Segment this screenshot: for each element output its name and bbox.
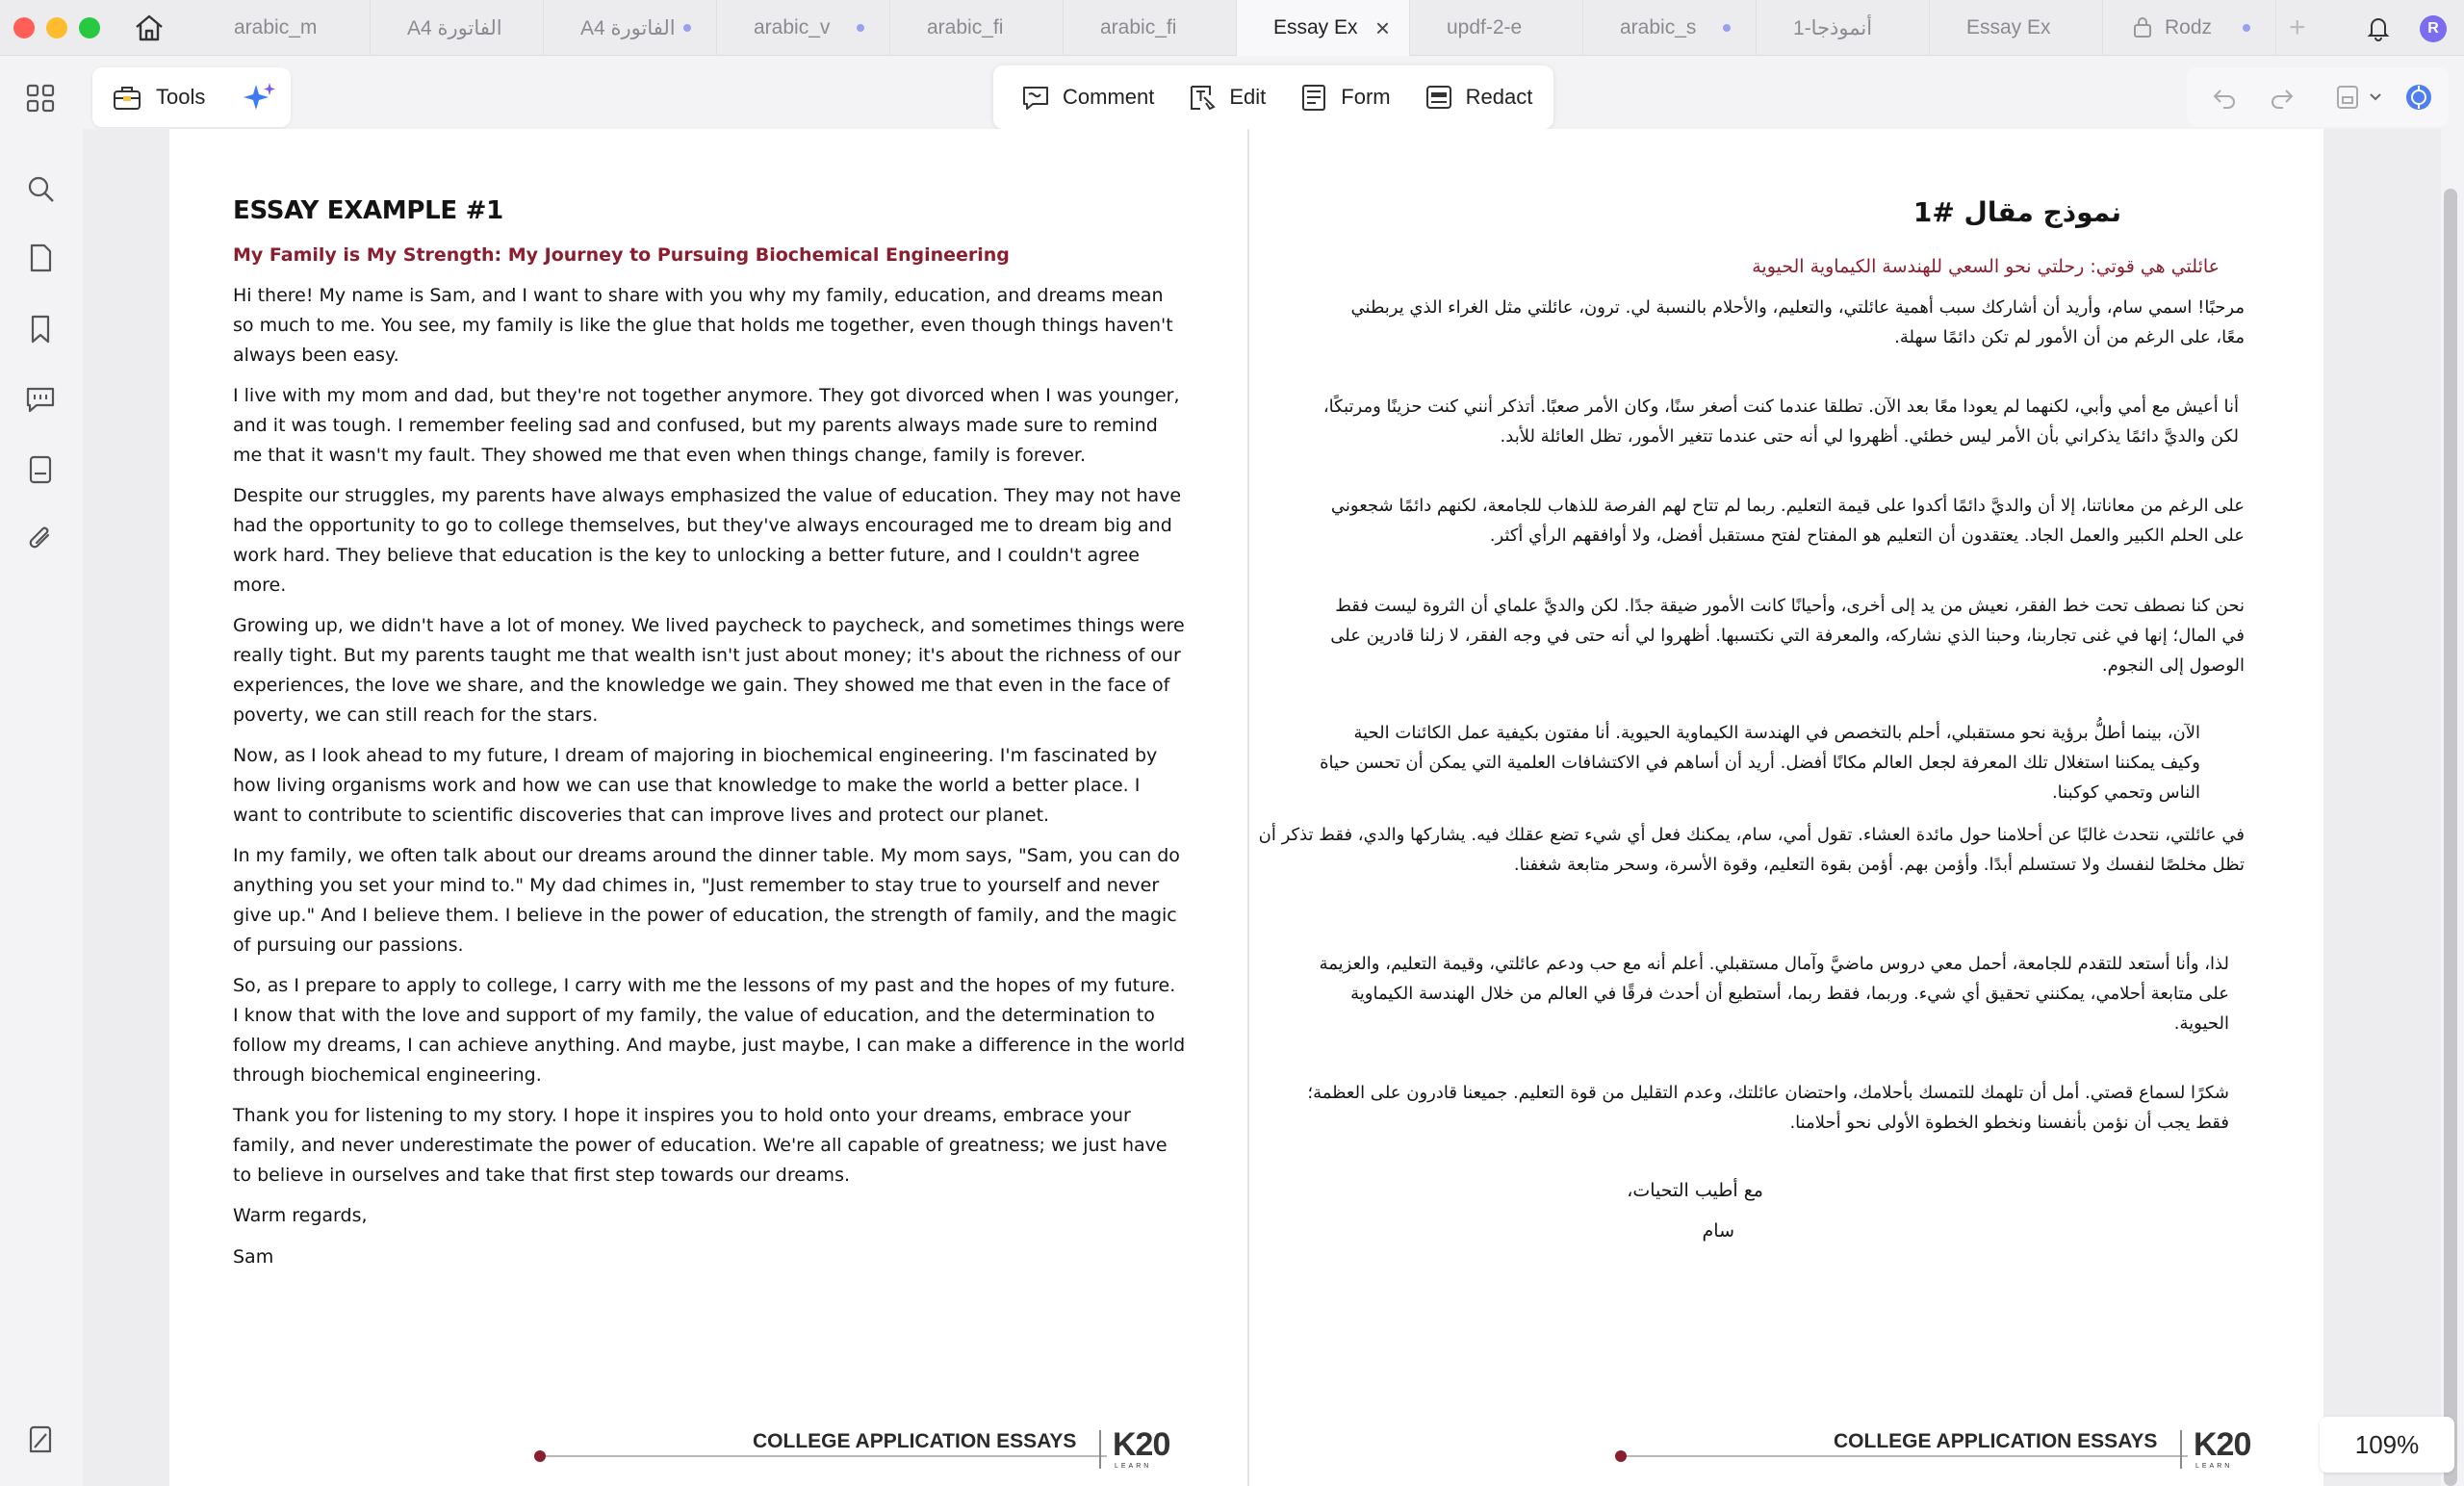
unsaved-dot-icon bbox=[683, 24, 691, 32]
tab-label: updf-2-e bbox=[1447, 16, 1523, 38]
footer-separator bbox=[2180, 1430, 2182, 1469]
footer-rule bbox=[539, 1455, 1107, 1457]
tab-document-active[interactable] bbox=[1237, 0, 1410, 56]
essay-title: نموذج مقال #1 bbox=[1912, 196, 2121, 228]
page-divider bbox=[1247, 129, 1249, 1486]
new-tab-button[interactable]: + bbox=[2289, 12, 2306, 43]
essay-paragraph: Growing up, we didn't have a lot of money. We lived paycheck to paycheck, and sometimes things were really tight. But my parents taught me that wealth isn't just about money; it's about the richness of our experiences, the love we share, and the knowledge we gain. They showed me that even in the face of poverty, we can still reach for the stars. bbox=[233, 615, 1185, 726]
essay-signature: Sam bbox=[233, 1246, 274, 1268]
avatar[interactable]: R bbox=[2420, 15, 2447, 42]
tab-document[interactable] bbox=[371, 0, 544, 56]
left-rail bbox=[0, 56, 83, 1486]
redo-icon[interactable] bbox=[2268, 83, 2297, 112]
unsaved-dot-icon bbox=[2243, 24, 2250, 32]
essay-paragraph: So, as I prepare to apply to college, I carry with me the lessons of my past and the hopes of my future. I know that with the love and support of my family, the value of education, and the determination to follow my dreams, I can achieve anything. And maybe, just maybe, I can make a difference in the world through biochemical engineering. bbox=[233, 975, 1186, 1086]
k20-logo: K20 bbox=[2194, 1426, 2251, 1463]
unsaved-dot-icon bbox=[857, 24, 864, 32]
tab-label: arabic_fi bbox=[1100, 16, 1177, 38]
edit-text-icon bbox=[1187, 82, 1218, 113]
essay-subtitle: My Family is My Strength: My Journey to Pursuing Biochemical Engineering bbox=[233, 244, 1010, 266]
tab-label: arabic_m bbox=[234, 16, 318, 38]
tab-document[interactable] bbox=[1757, 0, 1930, 56]
tab-document[interactable] bbox=[890, 0, 1064, 56]
stamp-icon[interactable] bbox=[23, 452, 58, 487]
footer-separator bbox=[1099, 1430, 1101, 1469]
essay-closing: مع أطيب التحيات، bbox=[1627, 1180, 1763, 1201]
footer-label: COLLEGE APPLICATION ESSAYS bbox=[1834, 1430, 2158, 1452]
tab-label: A4 الفاتورة bbox=[407, 16, 502, 39]
k20-logo: K20 bbox=[1113, 1426, 1170, 1463]
tab-label: arabic_fi bbox=[927, 16, 1004, 38]
essay-paragraph: شكرًا لسماع قصتي. أمل أن تلهمك للتمسك بأحلامك، واحتضان عائلتك، وعدم التقليل من قوة التعليم. جميعنا قادرون على العظمة؛ فقط يجب أن نؤمن بأنفسنا ونخطو الخطوة الأولى نحو أحلامنا. bbox=[1307, 1083, 2229, 1133]
form-button[interactable] bbox=[1291, 75, 1398, 119]
page-footer-english bbox=[539, 1426, 1174, 1470]
tab-label: أنموذجا-1 bbox=[1793, 16, 1873, 39]
fullscreen-window-button[interactable] bbox=[79, 17, 100, 38]
sign-icon[interactable] bbox=[23, 1422, 58, 1457]
ai-assistant-icon[interactable] bbox=[2404, 83, 2433, 112]
essay-paragraph: مرحبًا! اسمي سام، وأريد أن أشاركك سبب أهمية عائلتي، والتعليم، والأحلام بالنسبة لي. ترون، عائلتي مثل الغراء الذي يربطني معًا، على الرغم من أن الأمور لم تكن دائمًا سهلة. bbox=[1350, 297, 2245, 347]
essay-paragraph: أنا أعيش مع أمي وأبي، لكنهما لم يعودا معًا بعد الآن. تطلقا عندما كنت أصغر سنًا، وكان الأمر صعبًا. أتذكر أنني كنت حزينًا ومرتبكًا، لكن والديَّ دائمًا يذكراني بأن الأمر ليس خطئي. أظهروا لي أنه حتى عندما تتغير الأمور، تظل العائلة للأبد. bbox=[1322, 397, 2239, 447]
form-label: Form bbox=[1341, 85, 1391, 109]
close-window-button[interactable] bbox=[13, 17, 35, 38]
tools-label: Tools bbox=[156, 85, 206, 109]
toolbox-icon bbox=[112, 83, 142, 112]
tab-document[interactable] bbox=[1410, 0, 1583, 56]
footer-label: COLLEGE APPLICATION ESSAYS bbox=[753, 1430, 1077, 1452]
chevron-down-icon[interactable] bbox=[2366, 83, 2385, 112]
close-tab-icon[interactable]: × bbox=[1374, 13, 1390, 42]
essay-subtitle: عائلتي هي قوتي: رحلتي نحو السعي للهندسة الكيماوية الحيوية bbox=[1752, 256, 2220, 277]
tab-label: arabic_s bbox=[1620, 16, 1697, 38]
save-icon[interactable] bbox=[2333, 83, 2362, 112]
tab-label: Essay Ex bbox=[1273, 16, 1358, 38]
scrollbar-thumb[interactable] bbox=[2444, 189, 2457, 1486]
comment-label: Comment bbox=[1063, 85, 1155, 109]
tab-label: arabic_v bbox=[754, 16, 831, 38]
k20-logo-sub: LEARN bbox=[1115, 1463, 1152, 1470]
essay-paragraph: لذا، وأنا أستعد للتقدم للجامعة، أحمل معي دروس ماضيَّ وآمال مستقبلي. أعلم أنه مع حب ودعم عائلتي، وقيمة التعليم، والعزيمة على متابعة أحلامي، يمكنني تحقيق أي شيء. وربما، فقط ربما، أستطيع أن أحدث فرقًا في العالم من خلال الهندسة الكيماوية الحيوية. bbox=[1319, 954, 2229, 1034]
essay-paragraph: في عائلتي، نتحدث غالبًا عن أحلامنا حول مائدة العشاء. تقول أمي، سام، يمكنك فعل أي شيء تضع عقلك فيه. يشاركها والدي، فقط تذكر أن تظل مخلصًا لنفسك ولا تستسلم أبدًا. وأؤمن بهم. أؤمن بقوة التعليم، وقوة الأسرة، وسحر متابعة شغفنا. bbox=[1258, 825, 2245, 875]
tab-label: Rodz bbox=[2165, 16, 2213, 38]
tab-document[interactable] bbox=[1583, 0, 1757, 56]
form-icon bbox=[1298, 82, 1329, 113]
ai-sparkle-icon[interactable] bbox=[241, 81, 277, 115]
k20-logo-sub: LEARN bbox=[2195, 1463, 2233, 1470]
essay-paragraph: نحن كنا نصطف تحت خط الفقر، نعيش من يد إلى أخرى، وأحيانًا كانت الأمور ضيقة جدًا. لكن والديَّ علماي أن الثروة ليست فقط في المال؛ إنها في غنى تجاربنا، وحبنا الذي نشاركه، والمعرفة التي نكتسبها. أظهروا لي أنه حتى في وجه الفقر، لا زلنا قادرين على الوصول إلى النجوم. bbox=[1330, 596, 2245, 676]
comment-icon bbox=[1020, 82, 1051, 113]
tab-document[interactable] bbox=[1064, 0, 1237, 56]
redact-label: Redact bbox=[1465, 85, 1533, 109]
tab-document[interactable] bbox=[717, 0, 890, 56]
edit-label: Edit bbox=[1229, 85, 1267, 109]
attachment-icon[interactable] bbox=[23, 522, 58, 556]
tab-bar bbox=[0, 0, 2464, 56]
essay-paragraph: I live with my mom and dad, but they're not together anymore. They got divorced when I was younger, and it was tough. I remember feeling sad and confused, but my parents always made sure to remind me that it wasn't my fault. They showed me that even when things change, family is forever. bbox=[233, 385, 1180, 466]
essay-paragraph: الآن، بينما أطلُّ برؤية نحو مستقبلي، أحلم بالتخصص في الهندسة الكيماوية الحيوية. أنا مفتون بكيفية عمل الكائنات الحية وكيف يمكننا استغلال تلك المعرفة لجعل العالم مكانًا أفضل. أريد أن أساهم في الاكتشافات العلمية التي يمكن أن تحسن حياة الناس وتحمي كوكبنا. bbox=[1320, 723, 2200, 803]
english-essay bbox=[233, 196, 1186, 1283]
essay-paragraph: على الرغم من معاناتنا، إلا أن والديَّ دائمًا أكدوا على قيمة التعليم. ربما لم تتاح لهم الفرصة للذهاب للجامعة، لكنهم دائمًا شجعوني على الحلم الكبير والعمل الجاد. يعتقدون أن التعليم هو المفتاح لفتح مستقبل أفضل، ولا أوافقهم الرأي أكثر. bbox=[1330, 496, 2245, 546]
essay-paragraph: Despite our struggles, my parents have always emphasized the value of education. They may not have had the opportunity to go to college themselves, but they've always encouraged me to dream big and work hard. They believe that education is the key to unlocking a better future, and I couldn't agree more. bbox=[233, 485, 1182, 596]
footer-rule bbox=[1620, 1455, 2188, 1457]
tab-label: A4 الفاتورة bbox=[580, 16, 676, 39]
document-tabs bbox=[197, 0, 2276, 56]
mode-toolbar bbox=[993, 65, 1553, 129]
grid-icon[interactable] bbox=[23, 81, 58, 115]
edit-button[interactable] bbox=[1179, 75, 1273, 119]
footer-bullet bbox=[1615, 1450, 1627, 1462]
essay-title: ESSAY EXAMPLE #1 bbox=[233, 196, 503, 225]
essay-paragraph: Hi there! My name is Sam, and I want to share with you why my family, education, and dreams mean so much to me. You see, my family is like the glue that holds me together, even though things haven't always been easy. bbox=[233, 285, 1173, 366]
unsaved-dot-icon bbox=[1723, 24, 1731, 32]
zoom-level[interactable]: 109% bbox=[2320, 1417, 2454, 1473]
tab-document[interactable] bbox=[544, 0, 717, 56]
essay-signature: سام bbox=[1702, 1220, 1734, 1242]
essay-paragraph: Thank you for listening to my story. I hope it inspires you to hold onto your dreams, embrace your family, and never underestimate the power of education. We're all capable of greatness; we just have to believe in ourselves and take that first step towards our dreams. bbox=[233, 1105, 1168, 1186]
page-thumbnails-icon[interactable] bbox=[23, 241, 58, 275]
comments-icon[interactable] bbox=[23, 381, 58, 416]
tab-document[interactable] bbox=[1930, 0, 2103, 56]
comment-button[interactable] bbox=[1013, 75, 1162, 119]
essay-closing: Warm regards, bbox=[233, 1205, 368, 1226]
window-controls bbox=[13, 17, 100, 38]
tab-label: Essay Ex bbox=[1966, 16, 2051, 38]
essay-paragraph: Now, as I look ahead to my future, I dream of majoring in biochemical engineering. I'm fascinated by how living organisms work and how we can use that knowledge to make the world a better place. I want to contribute to scientific discoveries that can improve lives and protect our planet. bbox=[233, 745, 1158, 826]
footer-bullet bbox=[534, 1450, 546, 1462]
search-icon[interactable] bbox=[23, 171, 58, 206]
redact-icon bbox=[1424, 82, 1454, 113]
bookmark-icon[interactable] bbox=[23, 312, 58, 346]
lock-icon bbox=[2132, 15, 2153, 38]
page-footer-arabic bbox=[1620, 1426, 2255, 1470]
history-tools bbox=[2187, 67, 2449, 127]
home-icon[interactable] bbox=[133, 13, 166, 43]
tab-document[interactable] bbox=[197, 0, 371, 56]
undo-icon[interactable] bbox=[2210, 83, 2239, 112]
redact-button[interactable] bbox=[1416, 75, 1541, 119]
essay-paragraph: In my family, we often talk about our dreams around the dinner table. My mom says, "Sam, you can do anything you set your mind to." My dad chimes in, "Just remember to stay true to yourself and never give up." And I believe them. I believe in the power of education, the strength of family, and the magic of pursuing our passions. bbox=[233, 845, 1180, 956]
minimize-window-button[interactable] bbox=[46, 17, 67, 38]
bell-icon[interactable] bbox=[2364, 13, 2393, 42]
tab-document[interactable] bbox=[2103, 0, 2276, 56]
